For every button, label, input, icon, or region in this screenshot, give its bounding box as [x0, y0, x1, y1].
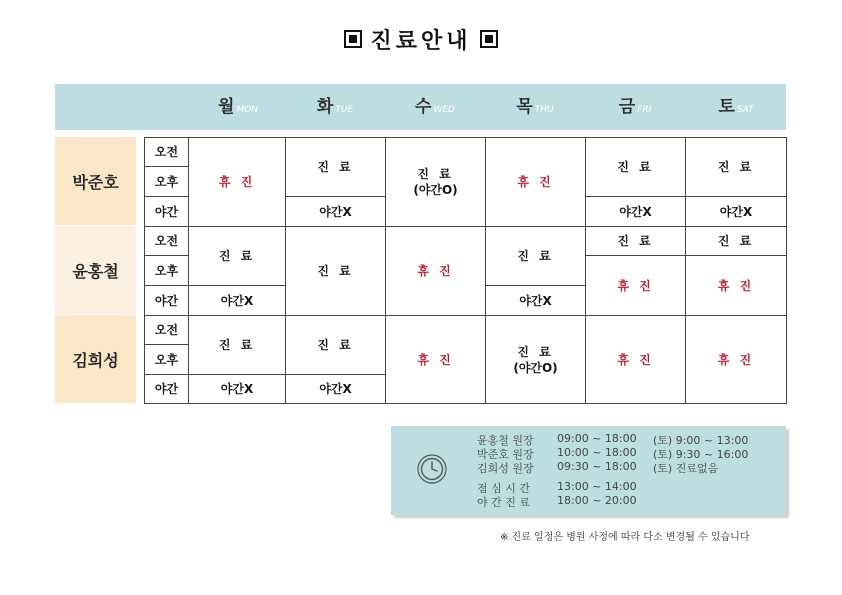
schedule-cell: 진 료 [685, 226, 787, 256]
schedule-cell: 야간X [485, 285, 586, 316]
schedule-cell: 야간X [188, 285, 286, 316]
period-am: 오전 [144, 226, 189, 256]
day-header-wed [385, 84, 485, 130]
schedule-cell: 진 료 [285, 137, 386, 197]
schedule-cell: 진 료 [585, 137, 686, 197]
day-label-en: TUE [335, 105, 354, 115]
schedule-cell: 진 료 [188, 315, 286, 375]
hours-info-box [391, 426, 786, 515]
hours-row-time: 13:00 ~ 14:00 [557, 480, 637, 493]
day-label: 수 [415, 97, 432, 117]
period-night: 야간 [144, 374, 189, 404]
schedule-cell: 진 료 [585, 226, 686, 256]
hours-row-time: 09:00 ~ 18:00 [557, 432, 637, 445]
schedule-cell: 휴 진 [385, 226, 486, 316]
schedule-cell [485, 315, 586, 404]
day-header-thu [485, 84, 585, 130]
clock-icon [417, 454, 447, 484]
schedule-cell: 야간X [585, 196, 686, 227]
schedule-cell-text: 진 료 [417, 167, 454, 181]
period-night: 야간 [144, 196, 189, 227]
day-label-en: WED [433, 105, 455, 115]
schedule-table [144, 137, 787, 404]
doctor-label: 김희성 [55, 315, 136, 403]
schedule-cell: 진 료 [188, 226, 286, 286]
schedule-cell: 야간X [285, 374, 386, 404]
day-header-sat [686, 84, 786, 130]
day-header-mon [188, 84, 288, 130]
hours-row-saturday: (토) 9:30 ~ 16:00 [653, 448, 749, 461]
schedule-cell: 진 료 [685, 137, 787, 197]
schedule-cell: 야간X [285, 196, 386, 227]
hours-row-name: 야 간 진 료 [477, 496, 530, 509]
schedule-cell: 휴 진 [585, 255, 686, 316]
schedule-cell: 휴 진 [585, 315, 686, 404]
schedule-cell: 휴 진 [485, 137, 586, 227]
doctor-label: 박준호 [55, 137, 136, 225]
schedule-cell: 휴 진 [385, 315, 486, 404]
day-header-bar [55, 84, 786, 130]
period-pm: 오후 [144, 344, 189, 375]
day-label-en: MON [236, 105, 259, 115]
square-bullet-icon [480, 30, 498, 48]
schedule-cell: 진 료 [285, 226, 386, 316]
schedule-cell-subtext: (야간O) [513, 360, 558, 375]
schedule-cell: 야간X [685, 196, 787, 227]
day-label-en: THU [534, 105, 554, 115]
day-label-en: SAT [736, 105, 754, 115]
period-pm: 오후 [144, 255, 189, 286]
schedule-cell: 휴 진 [685, 315, 787, 404]
hours-row-time: 09:30 ~ 18:00 [557, 460, 637, 473]
period-pm: 오후 [144, 166, 189, 197]
schedule-cell: 휴 진 [188, 137, 286, 227]
day-header-fri [585, 84, 685, 130]
doctor-label: 윤홍철 [55, 226, 136, 314]
day-label: 화 [316, 97, 334, 117]
hours-row-saturday: (토) 9:00 ~ 13:00 [653, 434, 749, 447]
hours-row-name: 점 심 시 간 [477, 482, 530, 495]
schedule-notice: ※ 진료 일정은 병원 사정에 따라 다소 변경될 수 있습니다 [500, 532, 750, 543]
page-title-text: 진료안내 [370, 29, 472, 54]
hours-row-time: 10:00 ~ 18:00 [557, 446, 637, 459]
day-label: 월 [217, 97, 235, 117]
schedule-cell [385, 137, 486, 227]
schedule-cell: 휴 진 [685, 255, 787, 316]
schedule-cell: 진 료 [285, 315, 386, 375]
period-am: 오전 [144, 315, 189, 345]
day-label-en: FRI [637, 105, 652, 115]
period-am: 오전 [144, 137, 189, 167]
hours-row-saturday: (토) 진료없음 [653, 462, 719, 475]
schedule-cell: 야간X [188, 374, 286, 404]
hours-row-name: 김희성 원장 [477, 462, 534, 475]
schedule-cell-text: 진 료 [517, 344, 554, 359]
square-bullet-icon [344, 30, 362, 48]
schedule-cell: 진 료 [485, 226, 586, 286]
day-label: 금 [618, 97, 636, 117]
schedule-cell-subtext: (야간O) [413, 183, 458, 197]
day-header-tue [285, 84, 385, 130]
day-label: 토 [718, 97, 735, 117]
day-label: 목 [516, 97, 533, 117]
hours-row-name: 윤홍철 원장 [477, 434, 534, 447]
page-title [0, 24, 842, 55]
hours-row-time: 18:00 ~ 20:00 [557, 494, 637, 507]
period-night: 야간 [144, 285, 189, 316]
hours-row-name: 박준호 원장 [477, 448, 534, 461]
